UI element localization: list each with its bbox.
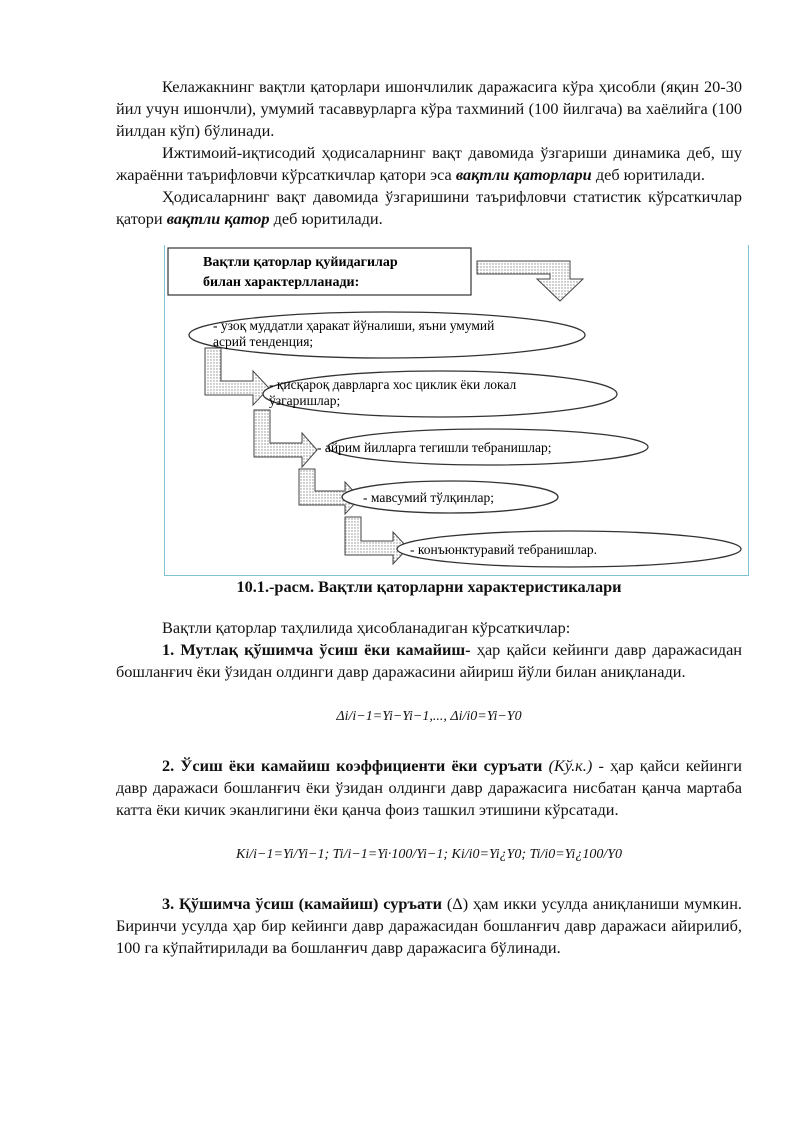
title-line-2: билан характерлланади: xyxy=(203,275,360,290)
paragraph-2-term: вақтли қаторлари xyxy=(455,165,592,184)
top-text xyxy=(116,76,742,230)
elbow-arrow-icon xyxy=(345,517,408,564)
section-3-body: (Δ) ҳам икки усулда аниқланиши мумкин. Биринчи усулда ҳар бир кейинги давр даражасидан бошланғич давр даражаси айирилиб, 100 га кўпайтирилади ва бошланғич давр даражасига бўлинади. xyxy=(116,894,742,957)
title-line-1: Вақтли қаторлар қуйидагилар xyxy=(203,255,398,270)
section-3 xyxy=(116,893,742,959)
item-4-line-1: - мавсумий тўлқинлар; xyxy=(363,490,494,505)
arrow-down-icon xyxy=(477,261,583,301)
item-2-line-1: - қисқароқ даврларга хос циклик ёки локал xyxy=(269,377,517,392)
section-2-symbol: (Kў.к.) xyxy=(542,756,593,775)
paragraph-3 xyxy=(116,186,742,230)
section-intro: Вақтли қаторлар таҳлилида ҳисобланадиган кўрсаткичлар: xyxy=(162,618,571,637)
item-2-line-2: ўзгаришлар; xyxy=(269,393,341,408)
section-2 xyxy=(116,755,742,821)
paragraph-2-end: деб юритилади. xyxy=(591,165,705,184)
section-1-heading: 1. Мутлақ қўшимча ўсиш ёки камайиш- xyxy=(162,640,471,659)
section-text xyxy=(116,617,742,959)
diagram-svg xyxy=(165,245,748,575)
item-5-line-1: - конъюнктуравий тебранишлар. xyxy=(410,542,598,557)
elbow-arrow-icon xyxy=(205,348,269,405)
paragraph-3-text: Ҳодисаларнинг вақт давомида ўзгаришини таърифловчи статистик кўрсаткичлар қатори xyxy=(116,187,742,228)
section-1-body: ҳар қайси кейинги давр даражасидан бошланғич ёки ўзидан олдинги давр даражасини айириш йўли билан аниқланади. xyxy=(116,640,743,681)
paragraph-3-end: деб юритилади. xyxy=(269,209,383,228)
section-2-body: - ҳар қайси кейинги давр даражаси бошланғич ёки ўзидан олдинги давр даражасига нисбатан қанча мартаба катта ёки кичик эканлигини ёки қанча фоиз ташкил этишини кўрсатади. xyxy=(116,756,743,819)
item-1-line-1: - узоқ муддатли ҳаракат йўналиши, яъни умумий xyxy=(213,318,495,333)
paragraph-2 xyxy=(116,142,742,186)
figure-caption: 10.1.-расм. Вақтли қаторларни характеристикалари xyxy=(236,577,622,596)
section-3-heading: 3. Қўшимча ўсиш (камайиш) суръати xyxy=(162,894,443,913)
elbow-arrow-icon xyxy=(254,410,317,467)
item-1-line-2: асрий тенденция; xyxy=(213,334,314,349)
figure-diagram xyxy=(164,245,749,576)
paragraph-1: Келажакнинг вақтли қаторлари ишончлилик даражасига кўра ҳисобли (яқин 20-30 йил учун ишончли), умумий тасаввурларга кўра тахминий (100 йилгача) ва хаёлийга (100 йилдан кўп) бўлинади. xyxy=(116,77,742,140)
item-3-line-1: - айрим йилларга тегишли тебранишлар; xyxy=(317,440,552,455)
paragraph-2-text: Ижтимоий-иқтисодий ҳодисаларнинг вақт давомида ўзгариши динамика деб, шу жараённи таърифловчи кўрсаткичлар қатори эса xyxy=(116,143,742,184)
section-1 xyxy=(116,639,742,683)
paragraph-3-term: вақтли қатор xyxy=(166,209,270,228)
formula-2: Ki/i−1=Yi/Yi−1; Ti/i−1=Yi·100/Yi−1; Ki/i0=Yi¿Y0; Ti/i0=Yi¿100/Y0 xyxy=(235,847,622,862)
formula-1: Δi/i−1=Yi−Yi−1,..., Δi/i0=Yi−Y0 xyxy=(336,709,522,724)
section-2-heading: 2. Ўсиш ёки камайиш коэффициенти ёки суръати xyxy=(162,756,543,775)
